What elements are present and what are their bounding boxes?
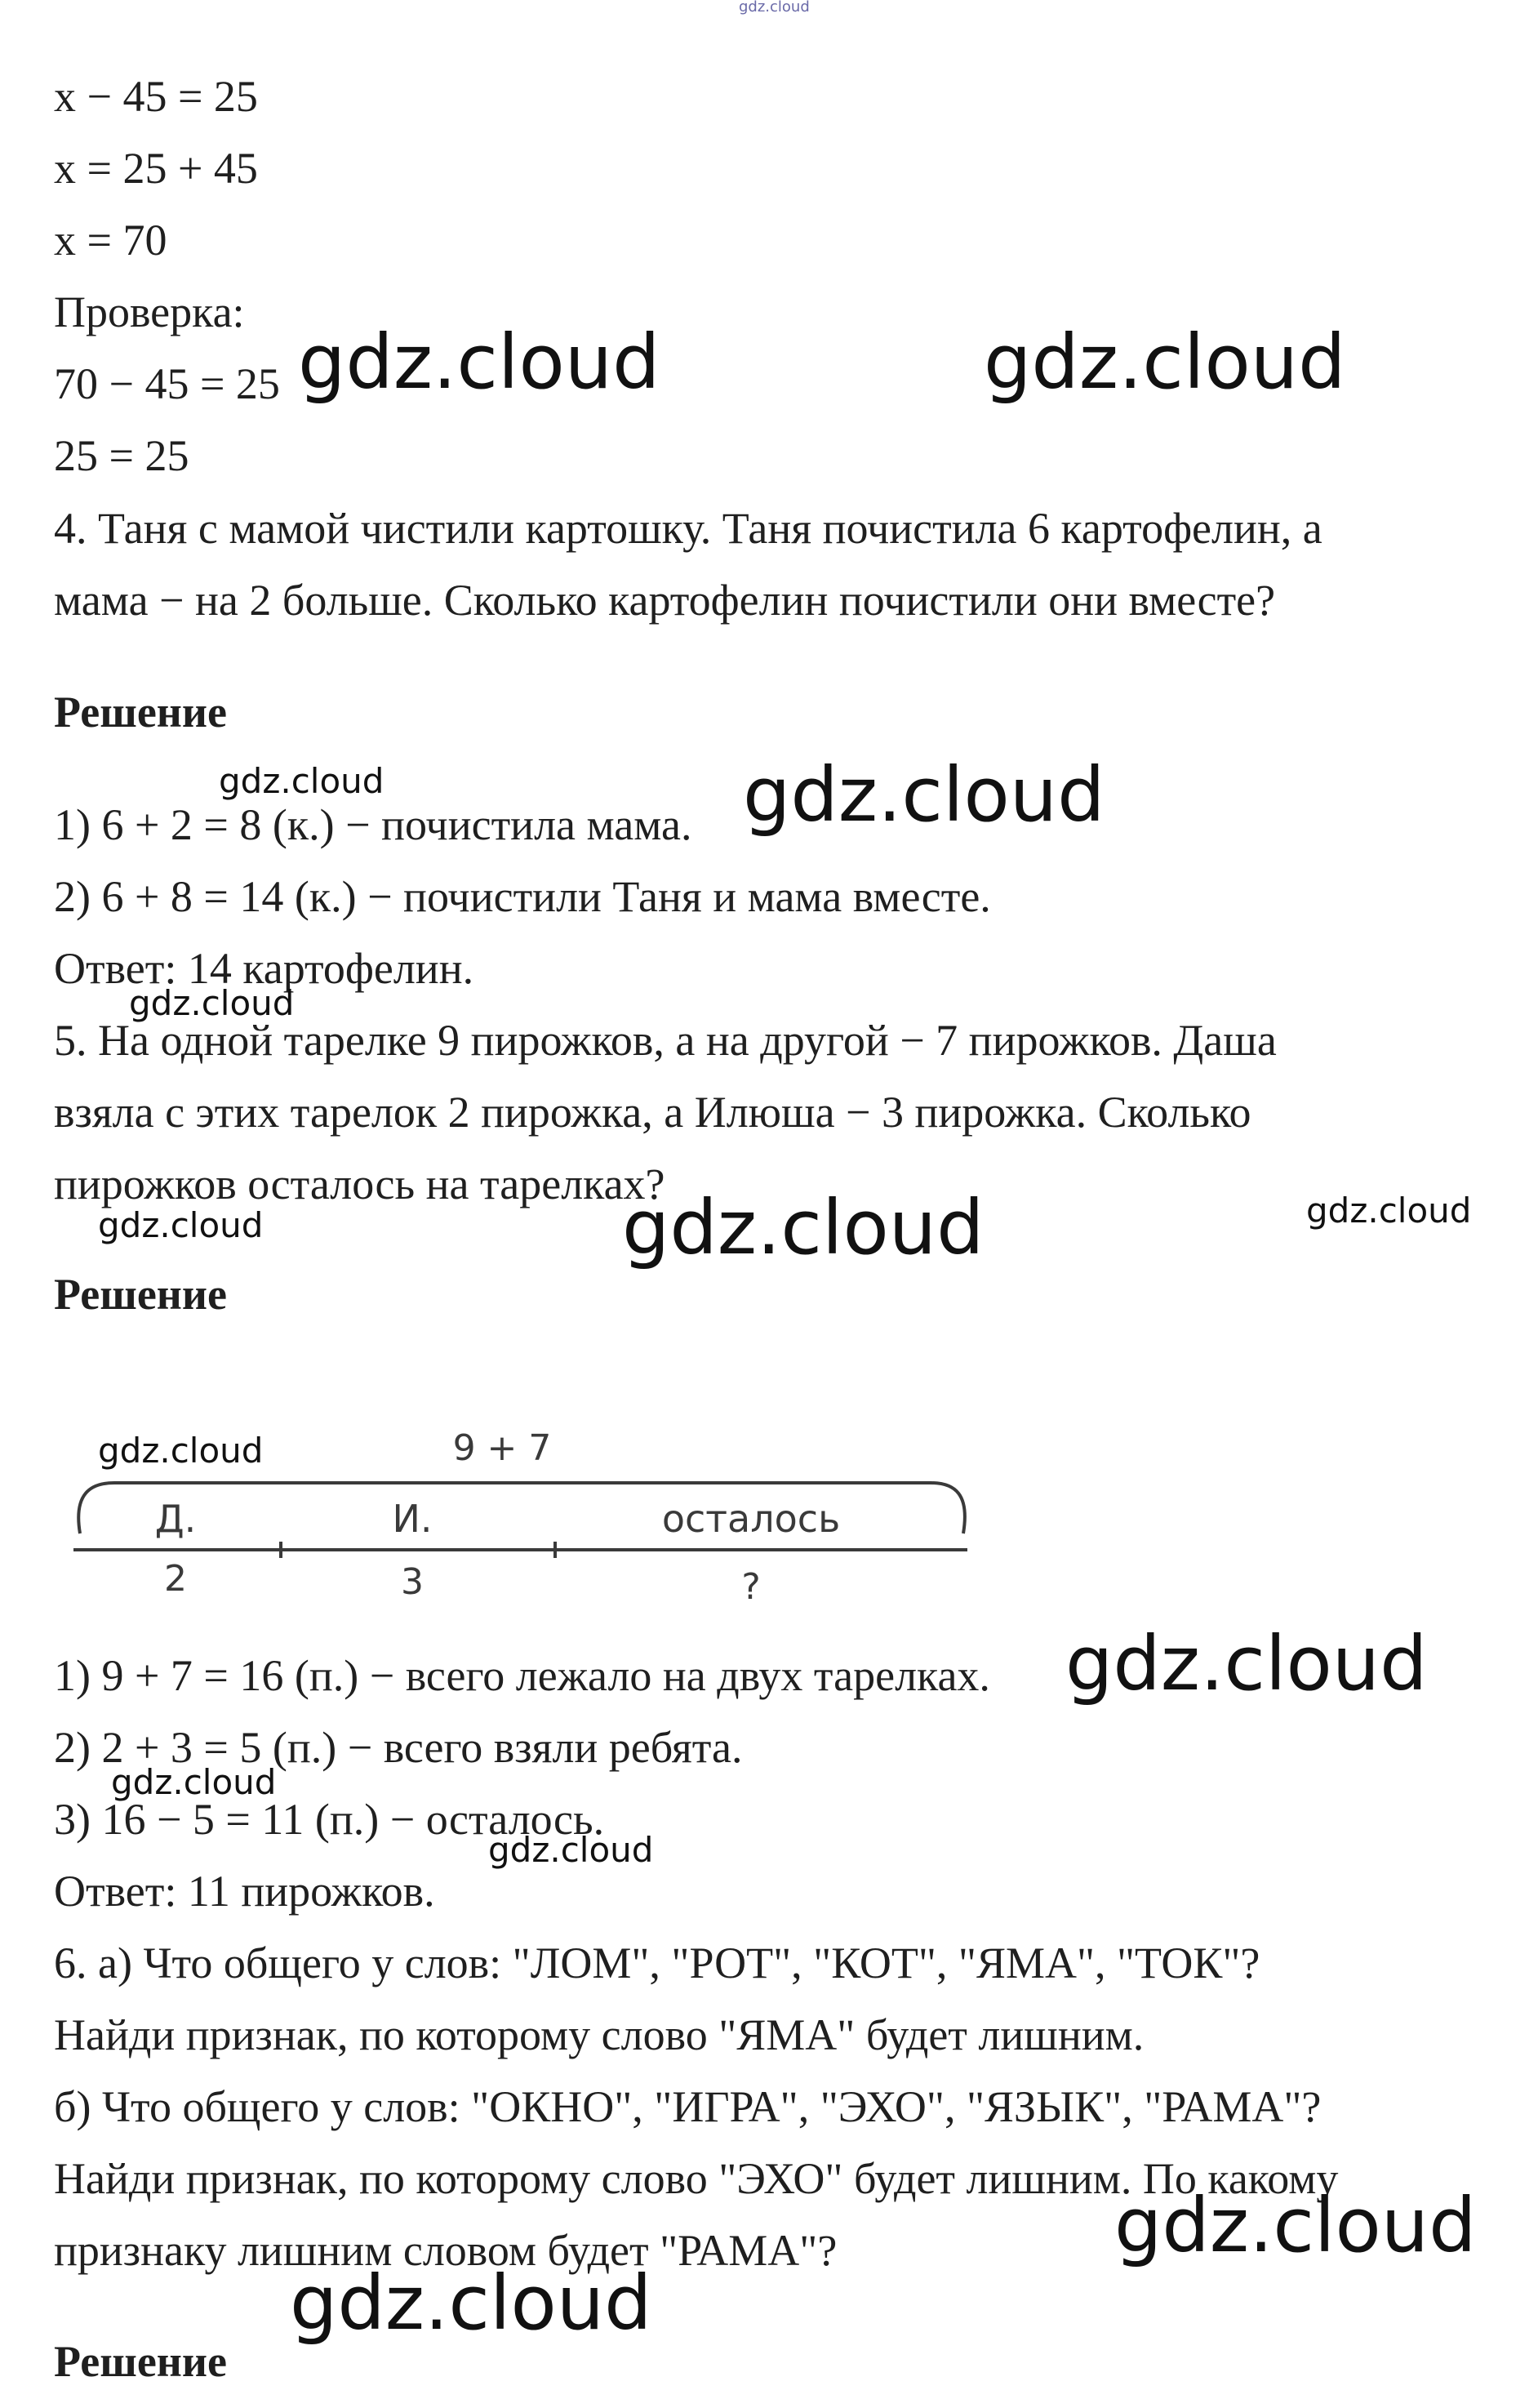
task4-step-2: 2) 6 + 8 = 14 (к.) − почистили Таня и мама вместе. — [54, 872, 991, 921]
solution-heading-6: Решение — [54, 2337, 227, 2386]
task6-line-4: Найди признак, по которому слово "ЭХО" будет лишним. По какому — [54, 2154, 1339, 2203]
task6-line-2: Найди признак, по которому слово "ЯМА" будет лишним. — [54, 2010, 1145, 2059]
watermark-6: gdz.cloud — [622, 1184, 985, 1271]
segment-value-dasha: 2 — [164, 1558, 187, 1600]
watermark-12: gdz.cloud — [488, 1830, 654, 1870]
task4-answer: Ответ: 14 картофелин. — [54, 944, 474, 993]
watermark-3: gdz.cloud — [219, 761, 384, 801]
task5-line-3: пирожков осталось на тарелках? — [54, 1159, 665, 1208]
watermark-1: gdz.cloud — [298, 318, 660, 406]
equation-line-1: x − 45 = 25 — [54, 72, 258, 121]
watermark-5: gdz.cloud — [129, 983, 295, 1023]
segment-label-ilyusha: И. — [392, 1497, 433, 1541]
check-line-1: 70 − 45 = 25 — [54, 359, 280, 408]
task5-answer: Ответ: 11 пирожков. — [54, 1867, 435, 1916]
solution-heading-4: Решение — [54, 688, 227, 737]
watermark-11: gdz.cloud — [111, 1762, 277, 1802]
segment-label-remaining: осталось — [661, 1497, 841, 1541]
task5-line-1: 5. На одной тарелке 9 пирожков, а на другой − 7 пирожков. Даша — [54, 1016, 1277, 1065]
equation-line-3: x = 70 — [54, 216, 167, 265]
task5-step-2: 2) 2 + 3 = 5 (п.) − всего взяли ребята. — [54, 1723, 743, 1772]
task4-line-2: мама − на 2 больше. Сколько картофелин почистили они вместе? — [54, 576, 1276, 625]
segment-value-ilyusha: 3 — [401, 1561, 424, 1603]
task4-step-1: 1) 6 + 2 = 8 (к.) − почистила мама. — [54, 800, 692, 849]
check-line-2: 25 = 25 — [54, 431, 189, 480]
task6-line-3: б) Что общего у слов: "ОКНО", "ИГРА", "ЭХО", "ЯЗЫК", "РАМА"? — [54, 2082, 1322, 2131]
watermark-9: gdz.cloud — [98, 1431, 264, 1471]
watermark-8: gdz.cloud — [1306, 1191, 1472, 1231]
task5-line-2: взяла с этих тарелок 2 пирожка, а Илюша − 3 пирожка. Сколько — [54, 1088, 1251, 1137]
task4-line-1: 4. Таня с мамой чистили картошку. Таня почистила 6 картофелин, а — [54, 504, 1322, 553]
solution-heading-5: Решение — [54, 1270, 227, 1319]
segment-value-remaining: ? — [741, 1566, 761, 1608]
equation-line-2: x = 25 + 45 — [54, 144, 258, 193]
task5-step-3: 3) 16 − 5 = 11 (п.) − осталось. — [54, 1795, 605, 1844]
watermark-10: gdz.cloud — [1065, 1620, 1428, 1707]
segment-label-dasha: Д. — [154, 1497, 197, 1541]
header-watermark: gdz.cloud — [739, 0, 810, 16]
task5-step-1: 1) 9 + 7 = 16 (п.) − всего лежало на двух тарелках. — [54, 1651, 990, 1700]
task6-line-5: признаку лишним словом будет "РАМА"? — [54, 2226, 838, 2275]
total-label: 9 + 7 — [452, 1427, 552, 1469]
task6-line-1: 6. а) Что общего у слов: "ЛОМ", "РОТ", "КОТ", "ЯМА", "ТОК"? — [54, 1938, 1260, 1987]
watermark-14: gdz.cloud — [290, 2259, 652, 2347]
watermark-7: gdz.cloud — [98, 1205, 264, 1245]
watermark-2: gdz.cloud — [984, 318, 1346, 406]
watermark-13: gdz.cloud — [1114, 2182, 1477, 2269]
watermark-4: gdz.cloud — [743, 751, 1105, 839]
check-heading: Проверка: — [54, 287, 245, 336]
